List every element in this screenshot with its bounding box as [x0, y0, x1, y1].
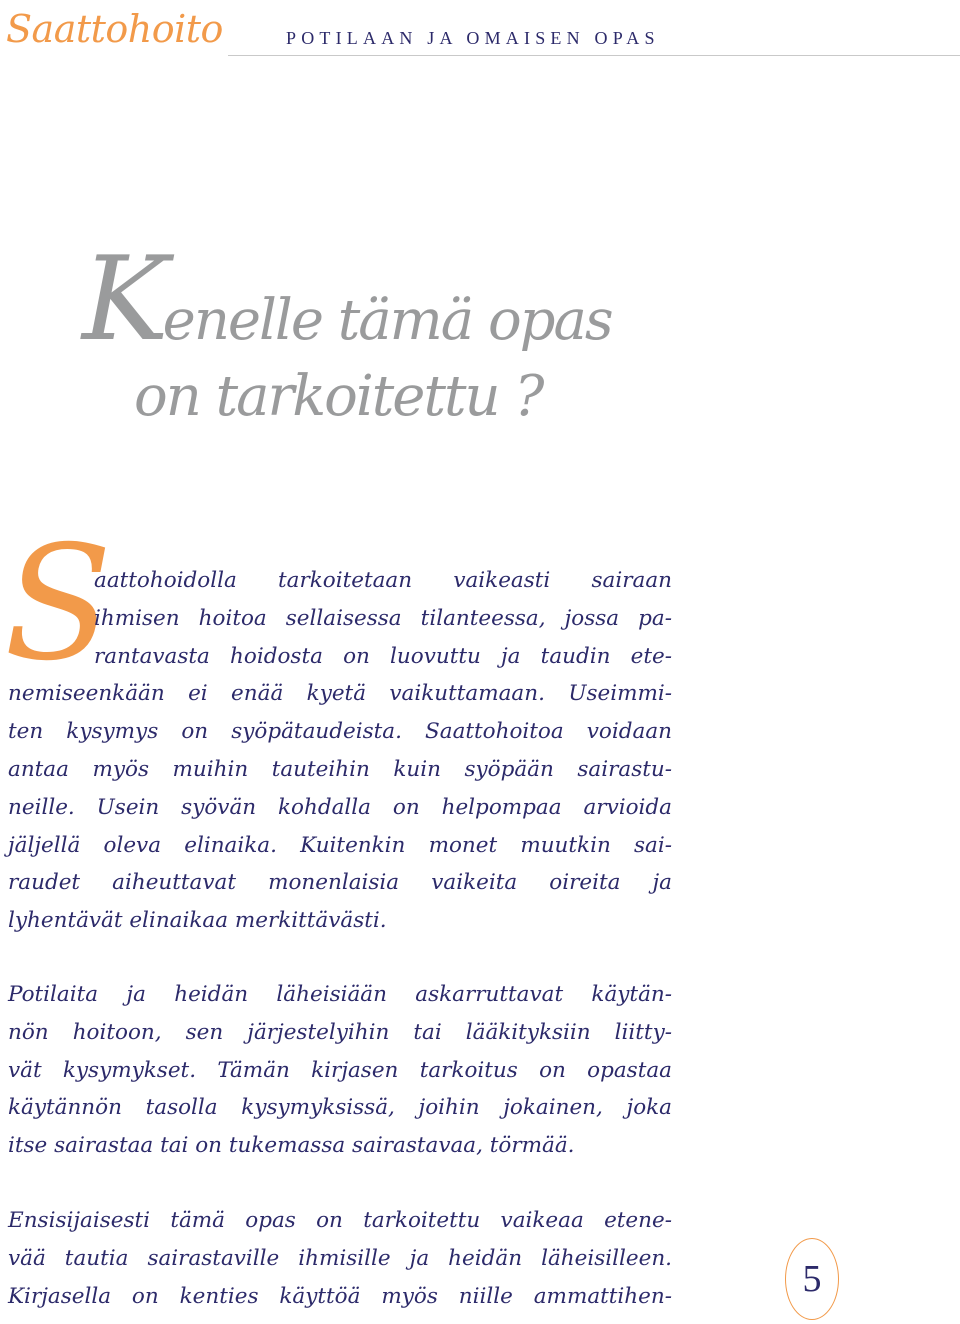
paragraph-line: neille. Usein syövän kohdalla on helpompaa arvioida	[8, 794, 672, 820]
paragraph-line: nemiseenkään ei enää kyetä vaikuttamaan. Useimmi-	[8, 681, 672, 707]
page-header	[0, 0, 960, 60]
title-initial: K	[82, 232, 163, 367]
paragraph-line: Ensisijaisesti tämä opas on tarkoitettu vaikeaa etene-	[8, 1208, 672, 1233]
paragraph-line: nön hoitoon, sen järjestelyihin tai lääkityksiin liitty-	[8, 1019, 672, 1045]
paragraph-line: vät kysymykset. Tämän kirjasen tarkoitus on opastaa	[8, 1057, 672, 1083]
header-divider	[228, 55, 960, 56]
paragraph-line: vää tautia sairastaville ihmisille ja heidän läheisilleen.	[8, 1245, 672, 1271]
paragraph-line: antaa myös muihin tauteihin kuin syöpään sairastu-	[8, 756, 672, 782]
header-subtitle: POTILAAN JA OMAISEN OPAS	[286, 28, 660, 48]
paragraph-3	[8, 1202, 672, 1315]
page-number: 5	[785, 1238, 839, 1320]
paragraph-line: rantavasta hoidosta on luovuttu ja taudin ete-	[94, 643, 672, 669]
paragraph-line: jäljellä oleva elinaika. Kuitenkin monet muutkin sai-	[8, 832, 672, 858]
paragraph-1	[8, 562, 672, 940]
paragraph-line: ihmisen hoitoa sellaisessa tilanteessa, jossa pa-	[94, 605, 672, 631]
title-line-1: enelle tämä opas	[162, 288, 612, 353]
title-line-2: on tarkoitettu ?	[134, 364, 543, 429]
paragraph-line: Kirjasella on kenties käyttöä myös niille ammattihen-	[8, 1283, 672, 1309]
paragraph-line: käytännön tasolla kysymyksissä, joihin jokainen, joka	[8, 1095, 672, 1121]
brand-title: Saattohoito	[6, 7, 223, 51]
drop-cap: S	[4, 512, 113, 696]
paragraph-line: raudet aiheuttavat monenlaisia vaikeita oireita ja	[8, 870, 672, 896]
paragraph-line: ten kysymys on syöpätaudeista. Saattohoitoa voidaan	[8, 719, 672, 745]
page-title	[82, 232, 612, 435]
paragraph-2	[8, 976, 672, 1165]
paragraph-line: aattohoidolla tarkoitetaan vaikeasti sairaan	[94, 568, 672, 593]
paragraph-line: Potilaita ja heidän läheisiään askarruttavat käytän-	[8, 982, 672, 1007]
paragraph-line: itse sairastaa tai on tukemassa sairastavaa, törmää.	[8, 1133, 575, 1159]
paragraph-line: lyhentävät elinaikaa merkittävästi.	[8, 908, 387, 934]
